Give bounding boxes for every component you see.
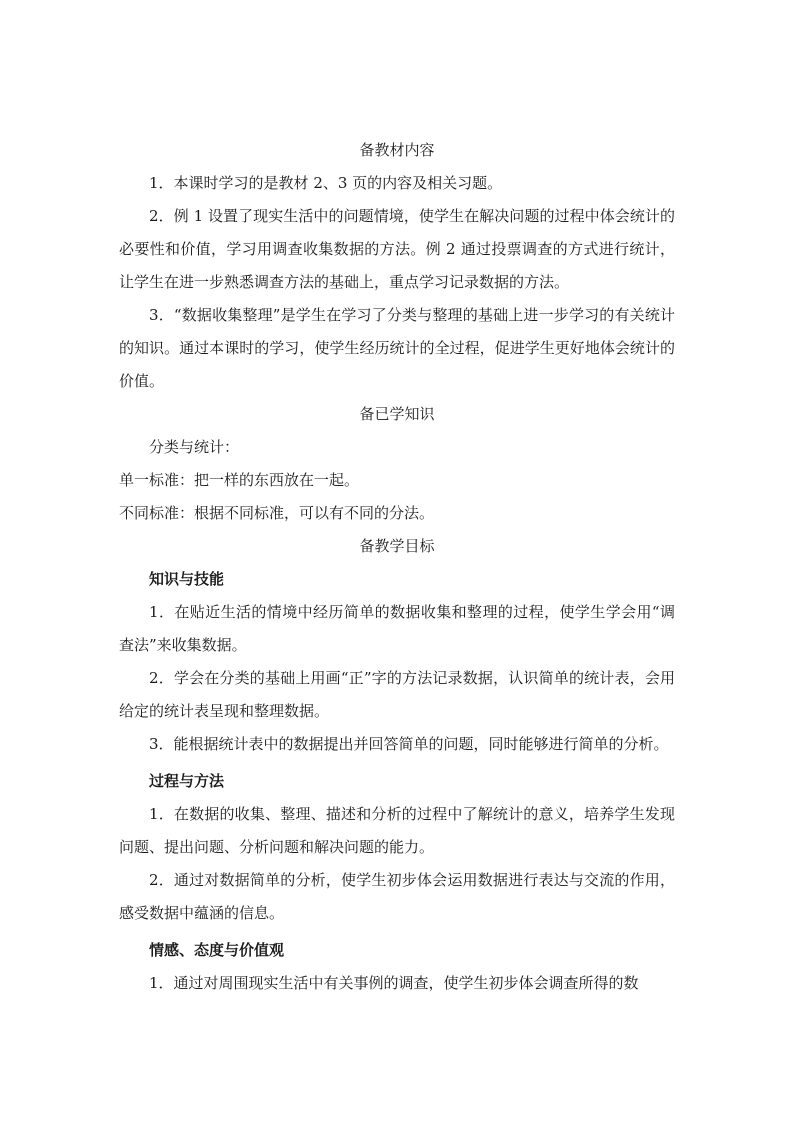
knowledge-item-2: 2．学会在分类的基础上用画“正”字的方法记录数据，认识简单的统计表，会用给定的统计表呈现和整理数据。 — [119, 669, 675, 720]
section-title-prior: 备已学知识 — [359, 405, 435, 423]
prior-item-2: 单一标准：把一样的东西放在一起。 — [119, 471, 360, 489]
subtitle-attitude: 情感、态度与价值观 — [149, 941, 285, 959]
knowledge-item-1: 1．在贴近生活的情境中经历简单的数据收集和整理的过程，使学生学会用“调查法”来收集数据。 — [119, 603, 675, 654]
document-page — [119, 134, 675, 1000]
process-item-1: 1．在数据的收集、整理、描述和分析的过程中了解统计的意义，培养学生发现问题、提出问题、分析问题和解决问题的能力。 — [119, 805, 675, 856]
knowledge-item-3: 3．能根据统计表中的数据提出并回答简单的问题，同时能够进行简单的分析。 — [149, 735, 669, 753]
materials-item-1: 1．本课时学习的是教材 2、3 页的内容及相关习题。 — [149, 174, 503, 192]
prior-item-1: 分类与统计： — [149, 438, 240, 456]
subtitle-process: 过程与方法 — [149, 772, 225, 790]
materials-item-3: 3．“数据收集整理”是学生在学习了分类与整理的基础上进一步学习的有关统计的知识。通过本课时的学习，使学生经历统计的全过程，促进学生更好地体会统计的价值。 — [119, 306, 675, 390]
materials-item-2: 2．例 1 设置了现实生活中的问题情境，使学生在解决问题的过程中体会统计的必要性和价值，学习用调查收集数据的方法。例 2 通过投票调查的方式进行统计，让学生在进一步熟悉调查方法的基础上，重点学习记录数据的方法。 — [119, 207, 675, 291]
section-title-goals: 备教学目标 — [359, 537, 435, 555]
section-title-materials: 备教材内容 — [359, 141, 435, 159]
prior-item-3: 不同标准：根据不同标准，可以有不同的分法。 — [119, 504, 435, 522]
subtitle-knowledge: 知识与技能 — [149, 570, 225, 588]
process-item-2: 2．通过对数据简单的分析，使学生初步体会运用数据进行表达与交流的作用，感受数据中蕴涵的信息。 — [119, 871, 675, 922]
attitude-item-1: 1．通过对周围现实生活中有关事例的调查，使学生初步体会调查所得的数 — [149, 974, 639, 992]
